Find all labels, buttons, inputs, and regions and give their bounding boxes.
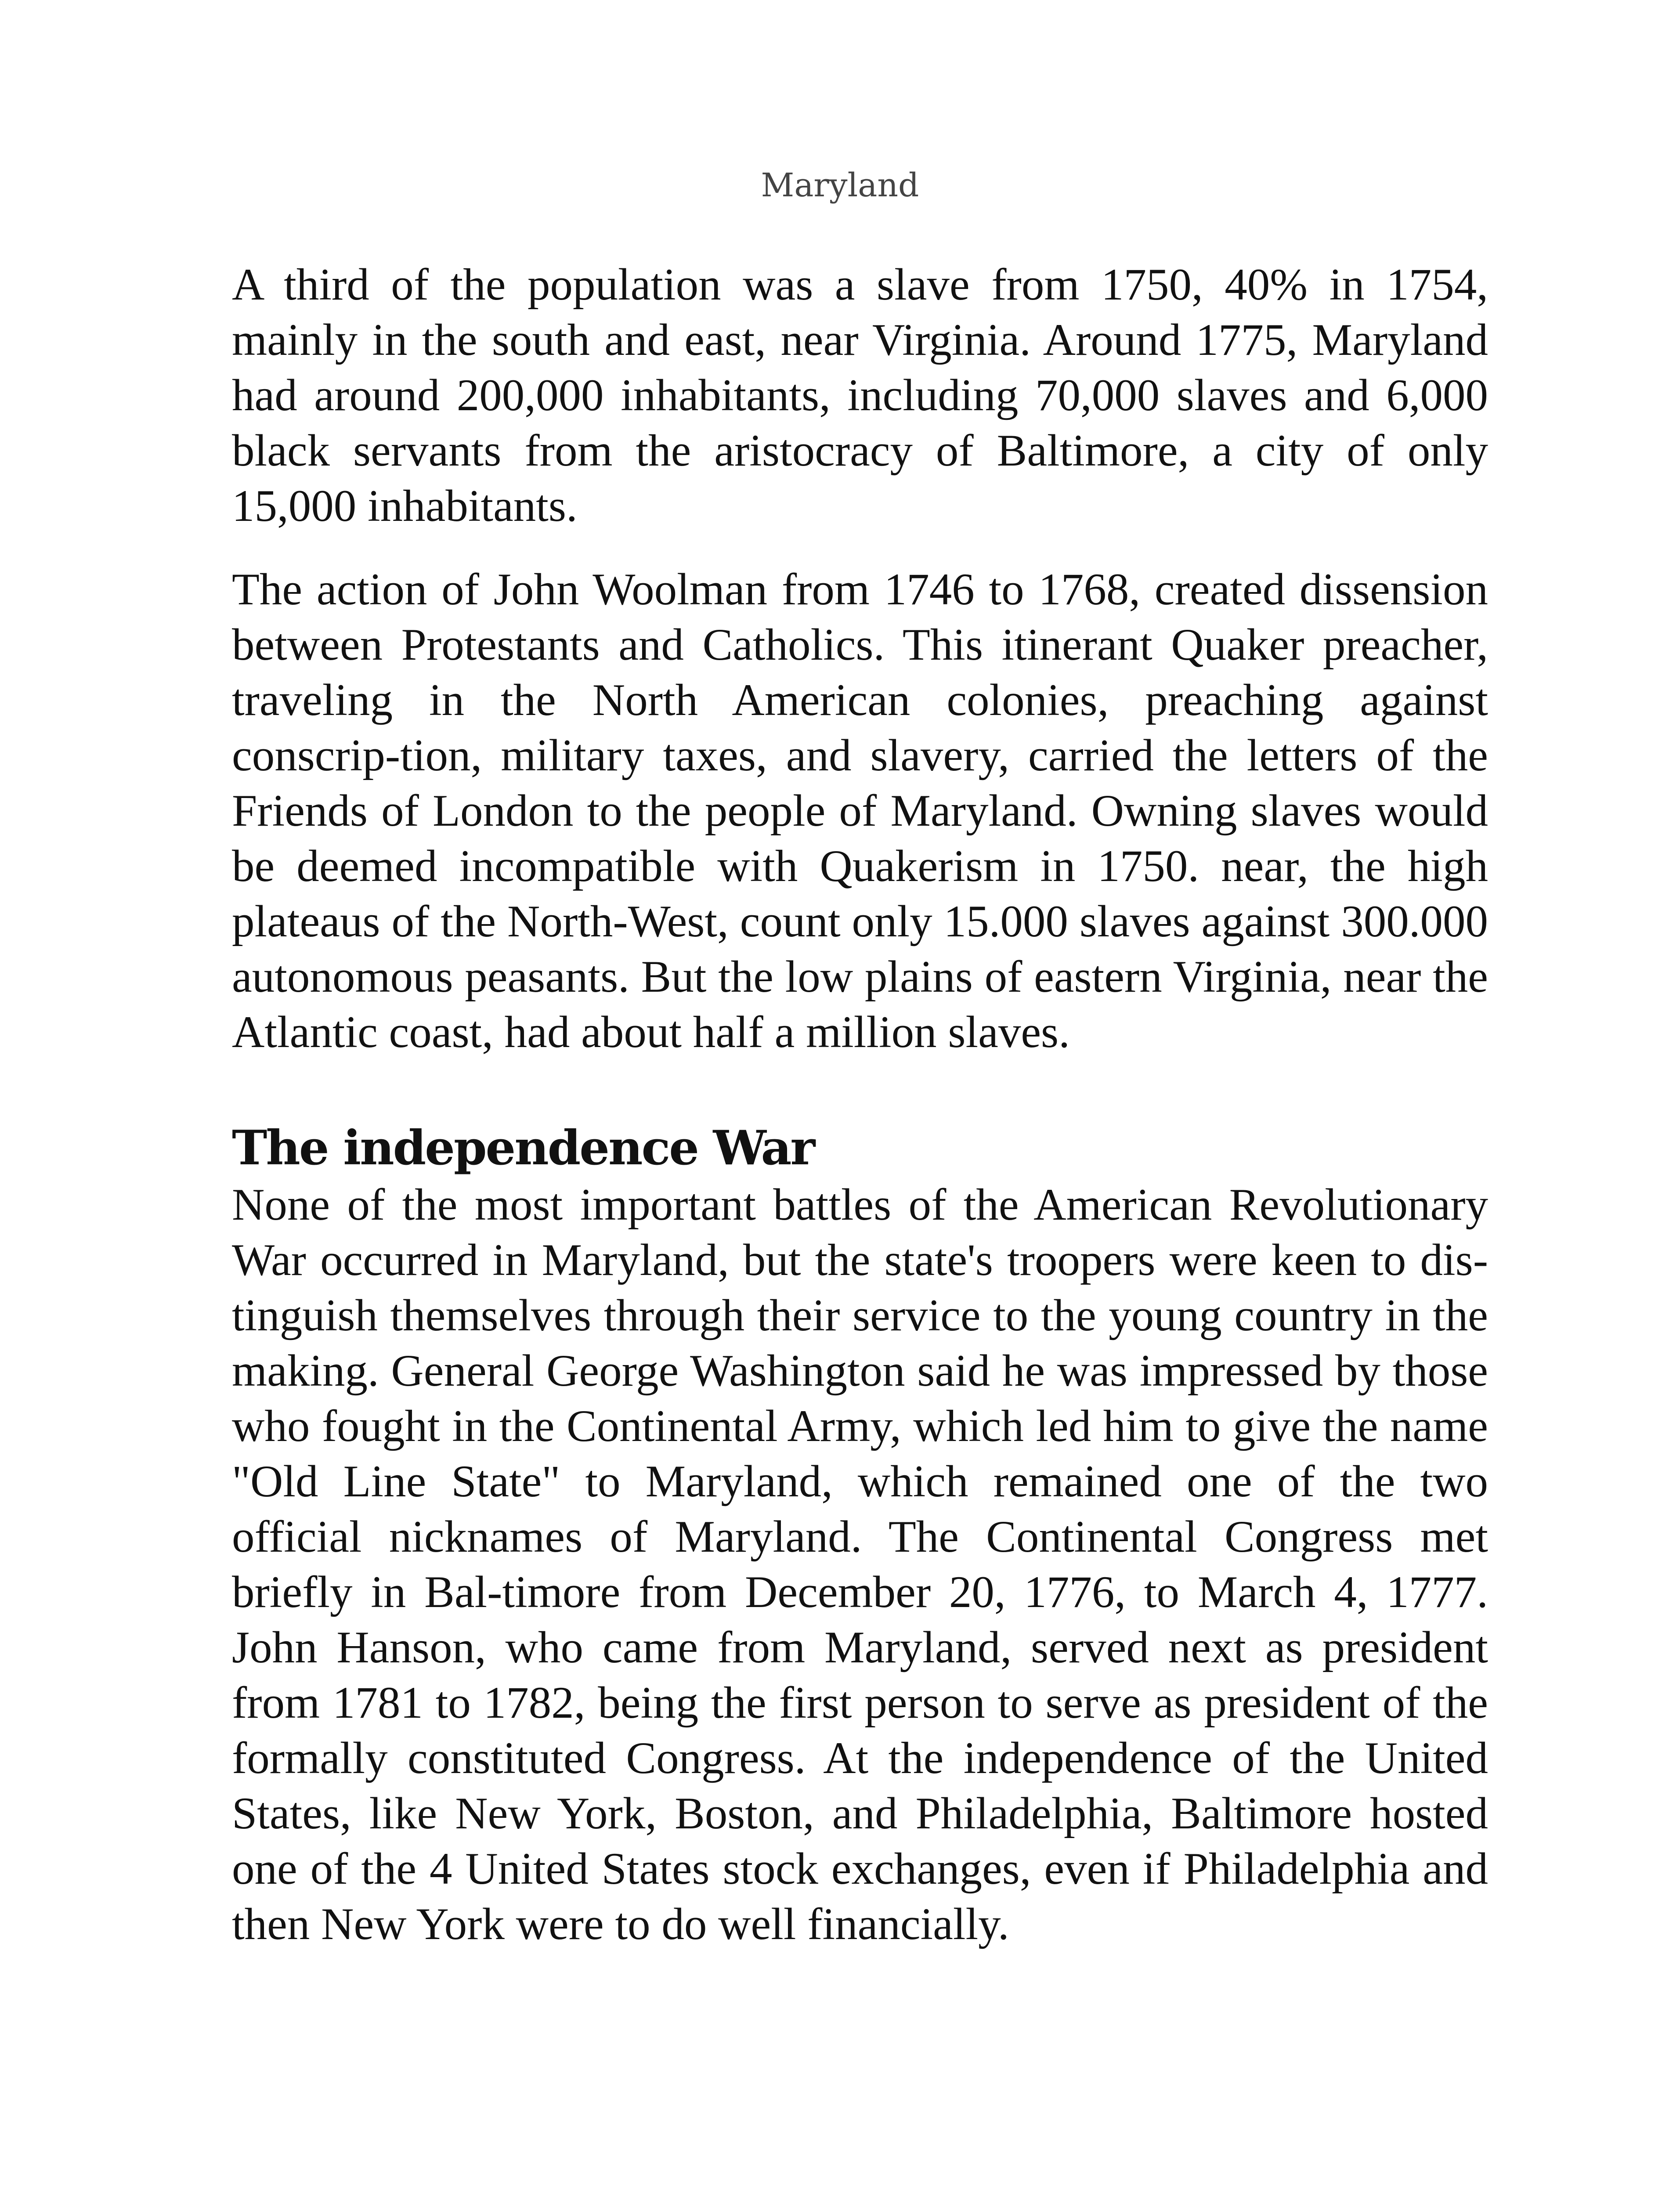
paragraph-independence-war: None of the most important battles of the American Revolutionary War occurred in Maryland, but the state's troopers were keen to dis-tinguish themselves through their service to the young country in the making. General George Washington said he was impressed by those who fought in the Continental Army, which led him to give the name "Old Line State" to Maryland, which remained one of the two official nicknames of Maryland. The Continental Congress met briefly in Bal-timore from December 20, 1776, to March 4, 1777. John Hanson, who came from Maryland, served next as president from 1781 to 1782, being the first person to serve as president of the formally constituted Congress. At the independence of the United States, like New York, Boston, and Philadelphia, Baltimore hosted one of the 4 United States stock exchanges, even if Philadelphia and then New York were to do well financially. bbox=[232, 1180, 1488, 1949]
page-body bbox=[232, 257, 1488, 1952]
section-heading: The independence War bbox=[232, 1120, 814, 1176]
paragraph-john-woolman: The action of John Woolman from 1746 to 1768, created dissension between Protestants and Catholics. This itinerant Quaker preacher, traveling in the North American colonies, preaching against conscrip-tion, military taxes, and slavery, carried the letters of the Friends of London to the people of Maryland. Owning slaves would be deemed incompatible with Quakerism in 1750. near, the high plateaus of the North-West, count only 15.000 slaves against 300.000 autonomous peasants. But the low plains of eastern Virginia, near the Atlantic coast, had about half a million slaves. bbox=[232, 564, 1488, 1057]
running-header: Maryland bbox=[761, 166, 919, 204]
paragraph-population: A third of the population was a slave from 1750, 40% in 1754, mainly in the south and east, near Virginia. Around 1775, Maryland had around 200,000 inhabitants, including 70,000 slaves and 6,000 black servants from the aristocracy of Baltimore, a city of only 15,000 inhabitants. bbox=[232, 260, 1488, 531]
